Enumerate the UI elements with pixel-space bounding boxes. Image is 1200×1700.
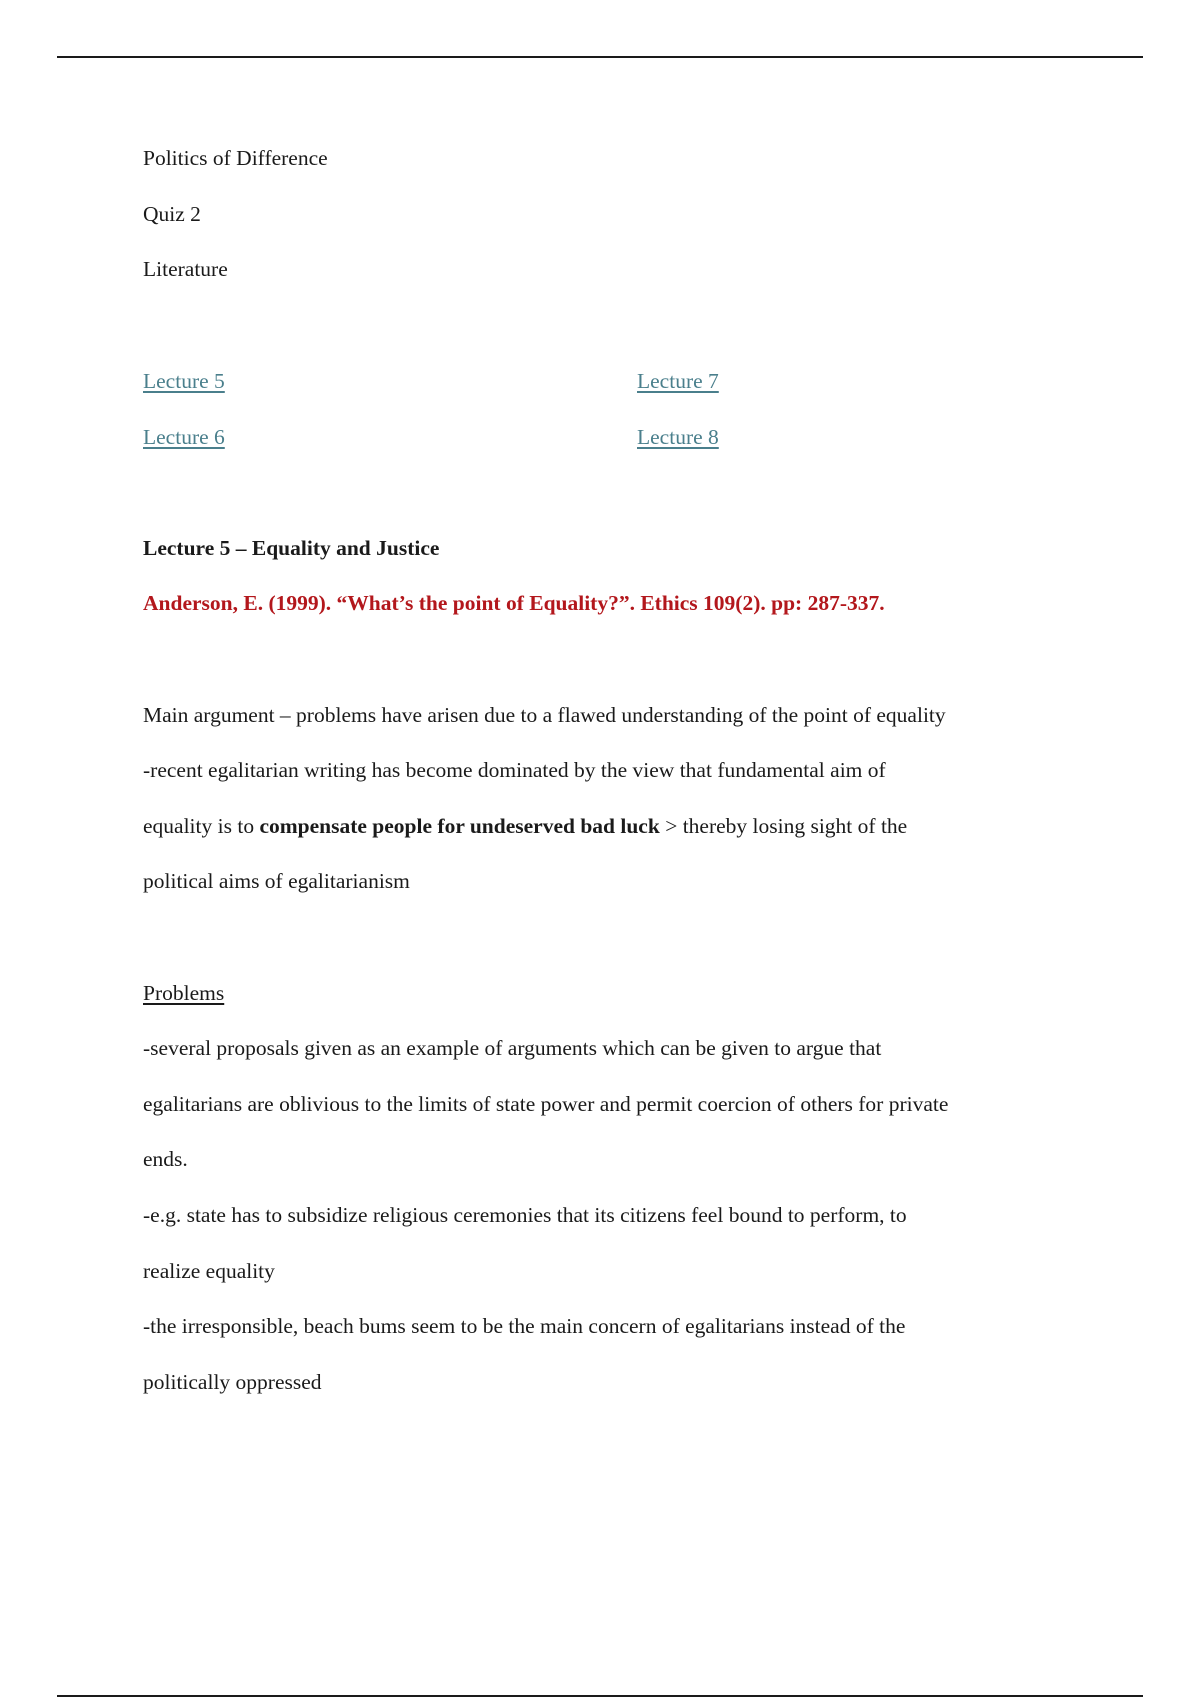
problems-line-1: -several proposals given as an example of arguments which can be given to argue that	[143, 1036, 882, 1060]
problems-line-7: politically oppressed	[143, 1370, 322, 1394]
section-label: Literature	[143, 257, 228, 281]
main-argument-line-3-pre: equality is to	[143, 814, 260, 838]
main-argument-line-4: political aims of egalitarianism	[143, 869, 410, 893]
main-argument-line-2: -recent egalitarian writing has become dominated by the view that fundamental aim of	[143, 758, 886, 782]
link-lecture-6[interactable]: Lecture 6	[143, 425, 225, 449]
lecture-5-heading: Lecture 5 – Equality and Justice	[143, 536, 440, 560]
link-lecture-7[interactable]: Lecture 7	[637, 369, 719, 393]
problems-heading: Problems	[143, 981, 225, 1005]
problems-line-4: -e.g. state has to subsidize religious ceremonies that its citizens feel bound to perform, to	[143, 1203, 907, 1227]
problems-line-2: egalitarians are oblivious to the limits of state power and permit coercion of others for private	[143, 1092, 949, 1116]
quiz-label: Quiz 2	[143, 202, 201, 226]
main-argument-line-1: Main argument – problems have arisen due to a flawed understanding of the point of equality	[143, 703, 946, 727]
course-title: Politics of Difference	[143, 146, 328, 170]
top-rule	[57, 56, 1143, 58]
problems-line-3: ends.	[143, 1147, 188, 1171]
bottom-rule	[57, 1695, 1143, 1697]
lecture-5-reference: Anderson, E. (1999). “What’s the point of Equality?”. Ethics 109(2). pp: 287-337.	[143, 591, 885, 615]
link-lecture-5[interactable]: Lecture 5	[143, 369, 225, 393]
problems-line-5: realize equality	[143, 1259, 275, 1283]
main-argument-emphasis: compensate people for undeserved bad luck	[259, 814, 660, 838]
main-argument-line-3-post: > thereby losing sight of the	[659, 814, 908, 838]
problems-line-6: -the irresponsible, beach bums seem to be the main concern of egalitarians instead of the	[143, 1314, 906, 1338]
link-lecture-8[interactable]: Lecture 8	[637, 425, 719, 449]
main-argument-line-3	[143, 812, 907, 840]
